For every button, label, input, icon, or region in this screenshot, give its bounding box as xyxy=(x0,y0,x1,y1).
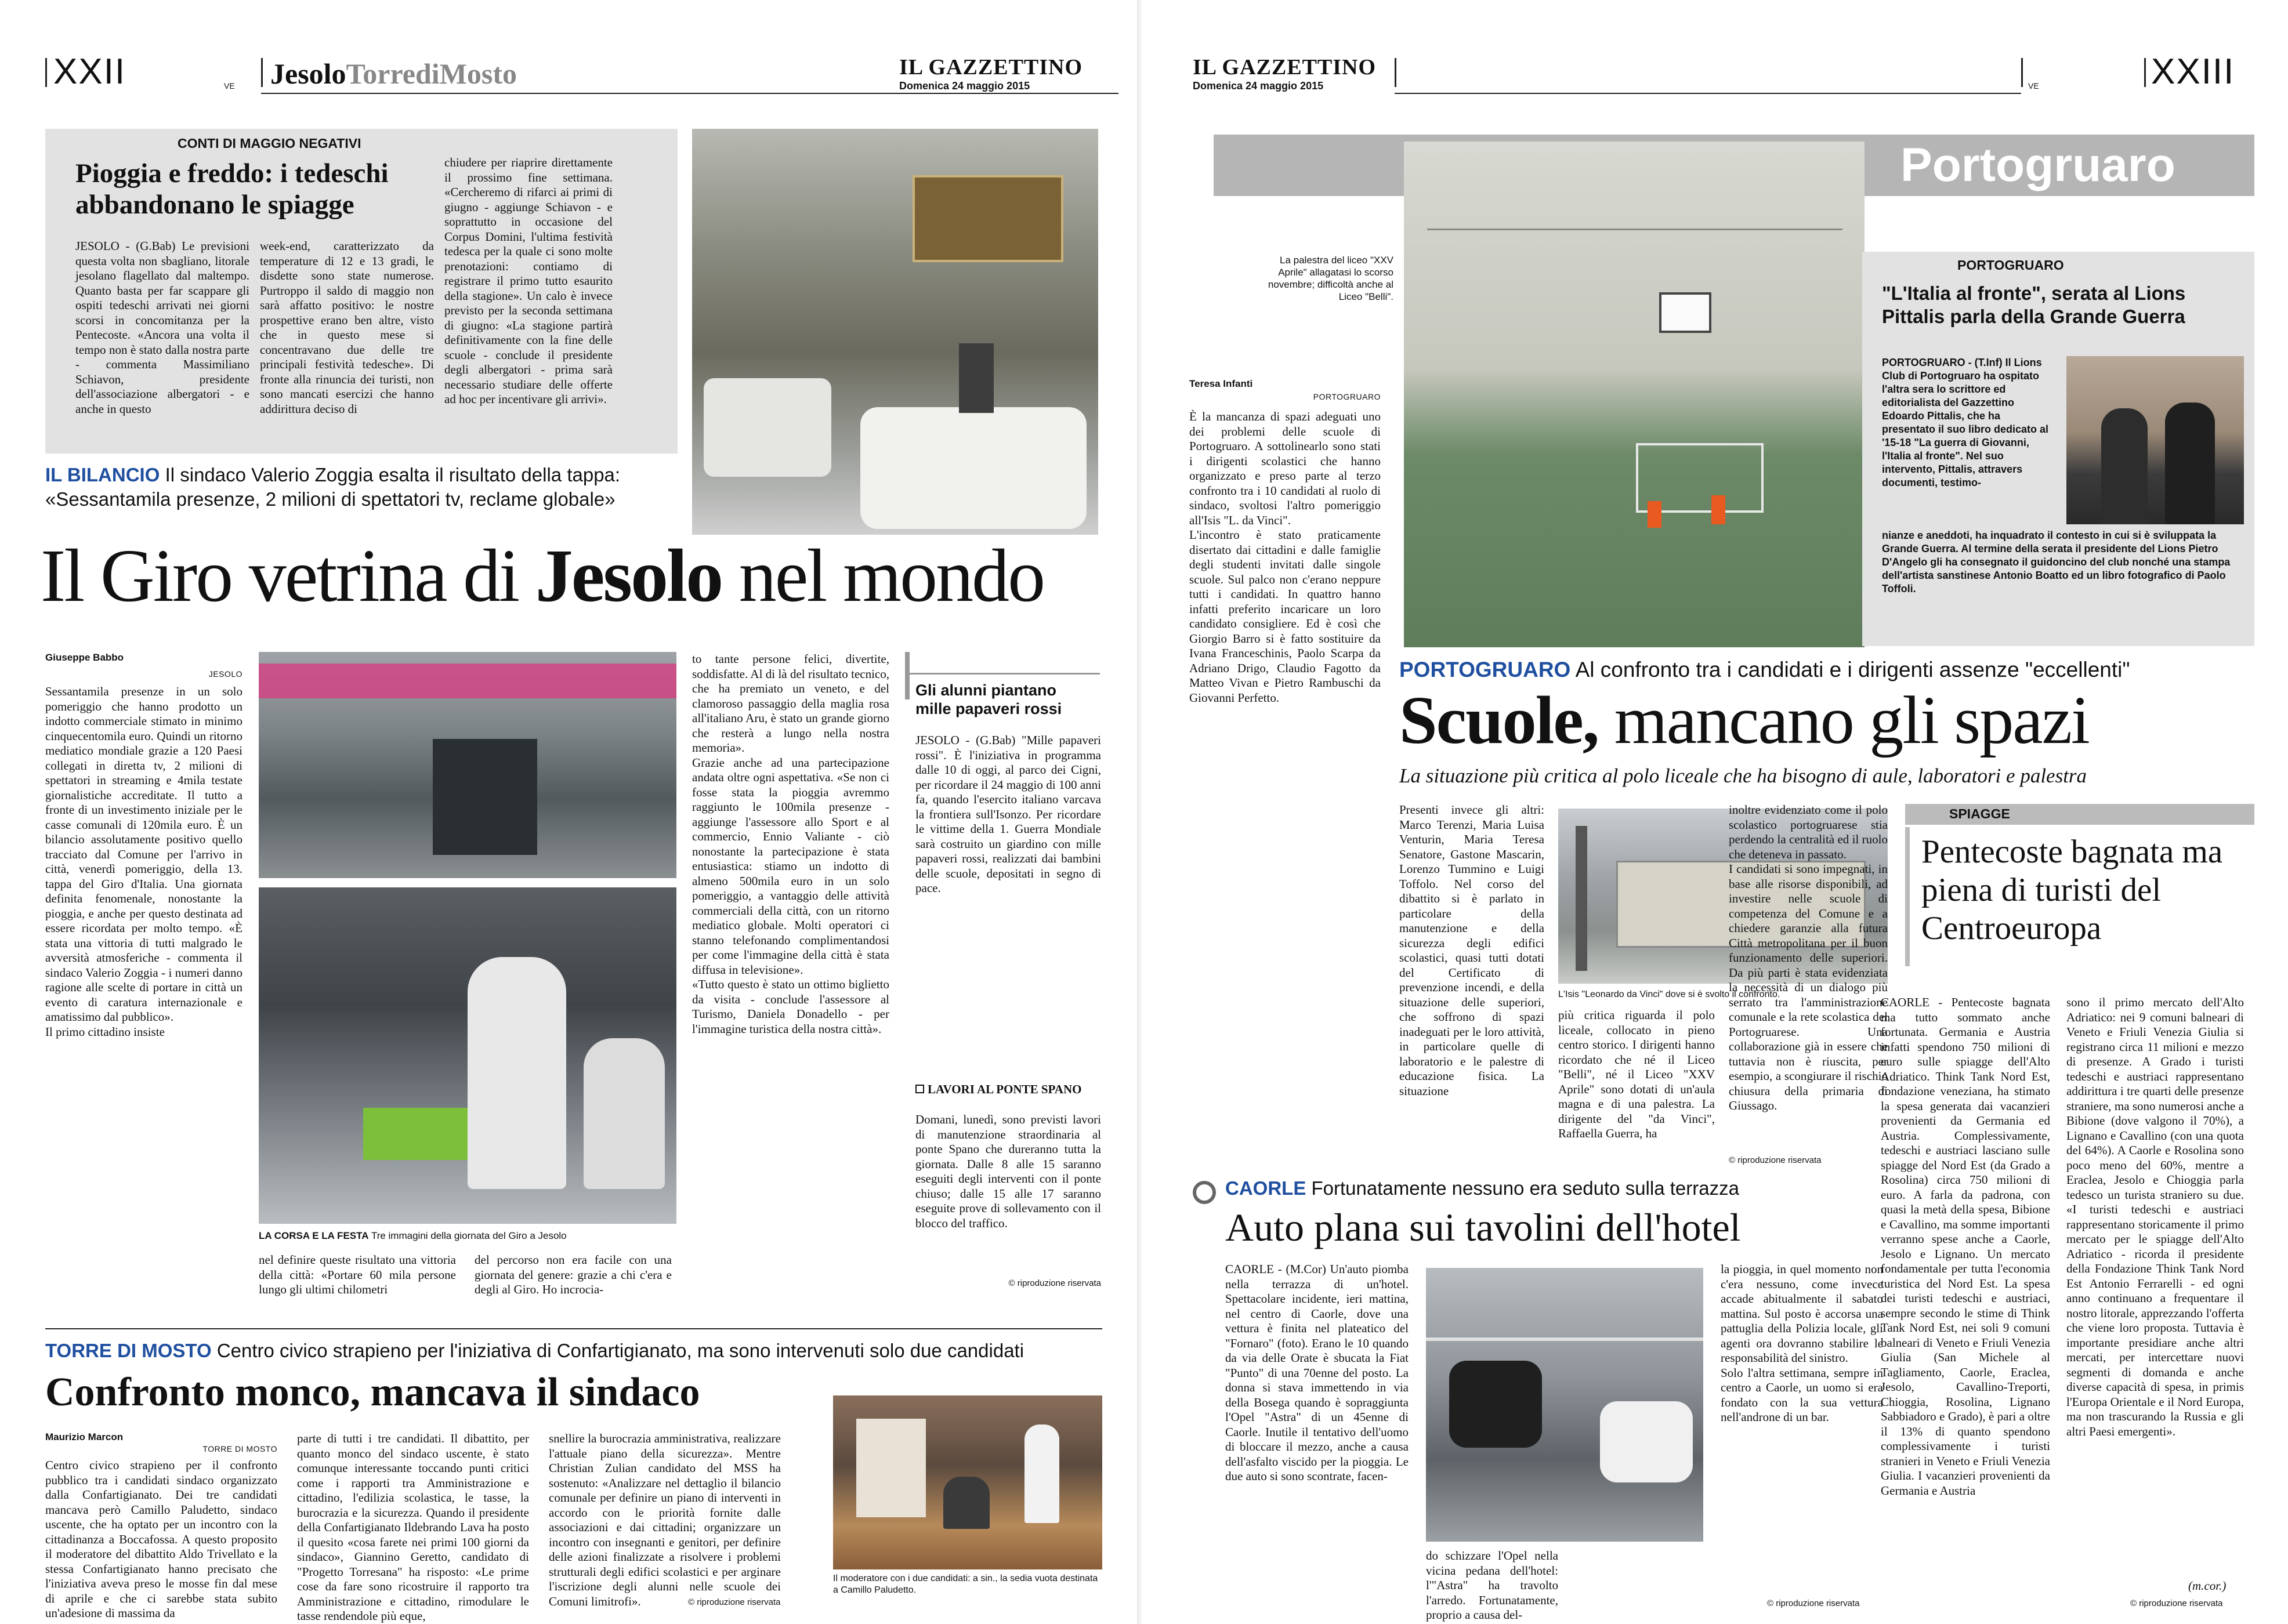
masthead: IL GAZZETTINO xyxy=(899,55,1083,79)
article-column: CAORLE - Pentecoste bagnata ma tutto sommato anche fortunata. Germania e Austria infatti spendono 750 milioni di euro sulle spiagge dell'Alto Adriatico. Think Tank Nord Est, fondazione veneziana, ha stimato la spesa generata dai vacanzieri provenienti da Germania ed Austria. Complessivamente, tedeschi e austriaci lasciano sulle spiagge del Nord Est (da Grado a Rosolina) circa 750 milioni di euro. A farla da padrona, con quasi la metà della spesa, Bibione e Cavallino, ma somme importanti verranno spese anche a Caorle, Jesolo e Lignano. Un mercato fondamentale per tutta l'economia turistica del Nord Est. La spesa dei turisti tedeschi e austriaci, sempre secondo le stime di Think Tank Nord Est, nei soli 9 comuni balneari di Veneto e Friuli Venezia Giulia (San Michele al Tagliamento, Caorle, Eraclea, Jesolo, Cavallino-Treporti, Chioggia, Rosolina, Lignano Sabbiadoro e Grado), è pari a oltre il 13% di quanto spendono complessivamente i turisti stranieri in Veneto e Friuli Venezia Giulia. I vacanzieri provenienti da Germania e Austria xyxy=(1881,995,2050,1498)
article-column: week-end, caratterizzato da temperature di 12 e 13 gradi, le disdette sono state numerose. Purtroppo il saldo di maggio non sarà affatto positivo: le nostre prospettive erano ben altre, visto che in questo mese si concentravano due delle tre principali festività tedesche». Di fronte alla rinuncia dei turisti, non sono mancati esercizi che hanno addirittura deciso di xyxy=(260,239,434,416)
car-shape xyxy=(860,407,1087,529)
article-column xyxy=(1571,1549,1703,1612)
edition-date: Domenica 24 maggio 2015 xyxy=(1193,80,1324,92)
article-column: chiudere per riaprire direttamente il prossimo fine settimana. «Cercheremo di rifarci ai primi di giugno - aggiunge Schiavon - e soprattutto in occasione del Corpus Domini, l'ultima festività tedesca per la quale ci sono molte prenotazioni: contiamo di registrare il primo tutto esaurito della stagione». Un calo è invece previsto per la seconda settimana di giugno: «La stagione partirà definitivamente con la fine delle scuole - conclude il presidente degli albergatori - prima sarà necessario studiare delle offerte ad hoc per incentivare gli arrivi». xyxy=(444,155,613,406)
person-shape xyxy=(2165,403,2215,524)
person-shape xyxy=(959,343,994,413)
edition-date: Domenica 24 maggio 2015 xyxy=(899,80,1030,92)
article-column: Sessantamila presenze in un solo pomeriggio che hanno prodotto un indotto commerciale stimato in minimo cinquecentomila euro. Quindi un ritorno mediatico mondiale grazie a 120 Paesi collegati in diretta tv, 2 milioni di spettatori in streaming e 4mila testate giornalistiche accreditate. Il tutto a fronte di un investimento iniziale per le casse comunali di 120mila euro. È un bilancio assolutamente positivo quello tracciato dal Comune per l'arrivo in città, venerdì pomeriggio, della 13. tappa del Giro d'Italia. Una giornata definita fenomenale, nonostante la pioggia, e anche per questo destinata ad essere ricordata per molto tempo. «È stata una vittoria di tutti malgrado le avversità atmosferiche - commenta il sindaco Valerio Zoggia - i numeri danno ragione alle scelte di portare in città un evento di caratura internazionale e amatissimo dal pubblico». Il primo cittadino insiste xyxy=(45,684,242,1039)
giro-photo-podium xyxy=(692,129,1098,535)
scuole-photo-gym xyxy=(1404,142,1865,647)
article-kicker: SPIAGGE xyxy=(1949,806,2010,821)
banner-shape xyxy=(856,1419,926,1517)
article-column: to tante persone felici, divertite, soddisfatte. Al di là del risultato tecnico, che ha premiato un veneto, e del clamoroso passaggio della maglia rosa all'italiano Aru, è stato un grande giorno che resterà a lungo nella nostra memoria». Grazie anche ad una partecipazione andata oltre ogni aspettativa. «Se non ci fosse stata la pioggia avremmo raggiunto le 100mila presenze - aggiunge l'assessore allo Sport e al commercio, Ennio Valiante - ciò nonostante la partecipazione è stata entusiastica: stiamo un indotto di almeno 500mila euro in un solo pomeriggio, a vantaggio delle attività commerciali della città, con un ritorno mediatico globale. Molti operatori ci stanno telefonando complimentandosi per come l'immagine della città è stata diffusa in televisione». «Tutto questo è stato un ottimo biglietto da visita - conclude l'assessore al Turismo, Daniela Donadello - per l'immagine turistica della nostra città». xyxy=(692,652,889,1036)
person-shape xyxy=(943,1477,990,1529)
photo-caption: Il moderatore con i due candidati: a sin., la sedia vuota destinata a Camillo Paludetto. xyxy=(833,1574,1098,1595)
giro-headline: Il Giro vetrina di Jesolo nel mondo xyxy=(41,534,1044,618)
section-title: Portogruaro xyxy=(1900,139,2175,191)
article-column: do schizzare l'Opel nella vicina pedana dell'hotel: l'"Astra" ha travolto l'arredo. Fortunatamente, proprio a causa del- xyxy=(1426,1549,1558,1622)
copyright-note: © riproduzione riservata xyxy=(1008,1278,1101,1288)
article-body: Domani, lunedì, sono previsti lavori di manutenzione straordinaria al ponte Spano che dureranno tutta la giornata. Dalle 8 alle 15 saranno eseguiti degli interventi con il ponte chiuso; dalle 15 alle 17 saranno eseguite prove di sollevamento con il blocco del traffico. xyxy=(915,1112,1101,1230)
copyright-note: © riproduzione riservata xyxy=(1767,1598,1860,1608)
person-shape xyxy=(584,1038,665,1189)
article-column: sono il primo mercato dell'Alto Adriatico: nei 9 comuni balneari di Veneto e Friuli Venezia Giulia si registrano circa 11 milioni e mezzo di presenze. A Grado i turisti tedeschi e austriaci rappresentano addirittura i tre quarti delle presenze straniere, ma sono numerosi anche a Bibione (dove valgono il 70%), a Lignano e Cavallino (con una quota del 64%). A Caorle e Rosolina sono poco meno del 60%, mentre a Eraclea, Jesolo e Chioggia parla tedesco un turista straniero su due. «I turisti tedeschi e austriaci rappresentano storicamente il primo mercato per le spiagge dell'Alto Adriatico - ricorda il presidente della Fondazione Think Tank Nord Est Antonio Ferrarelli - ed ogni anno continuano a frequentare il nostro litorale, apprezzando l'offerta che viene loro proposta. Tuttavia è importante presidiare anche altri mercati, per intercettare nuovi segmenti di domanda e anche diverse capacità di spesa, in primis l'Europa Orientale e il Nord Europa, ma non trascurando la Russia e gli altri Paesi emergenti». xyxy=(2066,995,2244,1438)
article-body: nianze e aneddoti, ha inquadrato il contesto in cui si è sviluppata la Grande Guerra. Al termine della serata il presidente del Lions Pietro D'Angelo gli ha consegnato il guidoncino del club nonché una stampa dell'artista sanstinese Antonio Boatto ed un libro fotografico di Paolo Toffoli. xyxy=(1882,530,2231,594)
banner-shape xyxy=(259,664,676,698)
byline: Teresa Infanti xyxy=(1189,378,1253,389)
edition-code: VE xyxy=(2028,81,2039,90)
article-body: PORTOGRUARO - (T.Inf) Il Lions Club di Portogruaro ha ospitato l'altra sera lo scrittore ed editorialista del Gazzettino Edoardo Pittalis, che ha presentato il suo libro dedicato al '15-18 "La guerra di Giovanni, l'Italia al fronte". Nel suo intervento, Pittalis, attravers documenti, testimo- xyxy=(1882,357,2049,488)
copyright-note: © riproduzione riservata xyxy=(1729,1155,1822,1165)
edition-code: VE xyxy=(224,81,235,90)
article-kicker: PORTOGRUARO xyxy=(1957,258,2064,273)
page-number: XXII xyxy=(53,52,126,92)
lions-photo xyxy=(2066,356,2244,524)
scuole-headline: Scuole, mancano gli spazi xyxy=(1399,682,2089,758)
photo-caption: L'Isis "Leonardo da Vinci" dove si è svolto il confronto. xyxy=(1558,989,1780,999)
article-column: inoltre evidenziato come il polo scolastico portogruarese stia perdendo la centralità ed il ruolo che deteneva in passato. I candidati si sono impegnati, in base alle risorse disponibili, ad investire nelle scuole di competenza del Comune e a chiedere garanzie alla futura Città metropolitana per il buon funzionamento delle superiori. Da più parti è stata evidenziata la necessità di un dialogo più serrato tra l'amministrazione comunale e la rete scolastica del Portogruarese. Una collaborazione già in essere che tuttavia non è riuscita, per esempio, a scongiurare il rischio chiusura della primaria di Giussago. xyxy=(1729,803,1888,1112)
copyright-note: © riproduzione riservata xyxy=(688,1597,781,1607)
article-column: la pioggia, in quel momento non c'era nessuno, come invece accade abitualmente il sabato mattina. Sul posto è accorsa una pattuglia della Polizia locale, gli agenti ora dovranno stabilire le responsabilità del sinistro. Solo l'altra settimana, sempre in centro a Caorle, un uomo si era fondato con la sua vettura nell'androne di un bar. xyxy=(1721,1262,1883,1424)
article-column: snellire la burocrazia amministrativa, realizzare l'attuale piano della sicurezza». Mentre Christian Zulian candidato del MSS ha sostenuto: «Analizzare nel dettaglio il bilancio comunale per definire un piano di interventi in accordo con le priorità fornite dalle associazioni e dai cittadini; organizzare un incontro con insegnanti e genitori, per definire delle azioni finalizzate a risolvere i problemi strutturali degli edifici scolastici e per arginare l'iscrizione degli alunni nelle scuole dei Comuni limitrofi». xyxy=(549,1431,781,1608)
article-column: Centro civico strapieno per il confronto pubblico tra i candidati sindaco organizzato dalla Confartigianato. Dei tre candidati mancava però Camillo Paludetto, sindaco uscente, che ha optato per un incontro con la cittadinanza a Boccafossa. A questo proposito il moderatore del dibattito Aldo Trivellato e la stessa Confartigianato hanno precisato che l'iniziativa aveva preso le mosse fin dal mese di aprile e che ci sarebbe stata subito un'adesione di massima da xyxy=(45,1458,277,1620)
article-column: Presenti invece gli altri: Marco Terenzi, Maria Luisa Venturin, Maria Teresa Senatore, Gastone Mascarin, Lorenzo Tummino e Luigi Toffolo. Nel corso del dibattito si è parlato in particolare della manutenzione e della sicurezza degli edifici scolastici, quasi tutti dotati del Certificato di prevenzione incendi, e della situazione delle superiori, che soffrono di spazi inadeguati per le loro attività, in particolare quelle di laboratorio e le palestre di educazione fisica. La situazione xyxy=(1399,803,1544,1098)
article-column: parte di tutti i tre candidati. Il dibattito, per quanto monco del sindaco uscente, è stato comunque interessante toccando punti critici come i rapporti tra Amministrazione e cittadino, l'edilizia scolastica, le tasse, la burocrazia e la sicurezza. Quando il presidente della Confartigianato Ildebrando Lava ha posto il quesito «cosa farete nei primi 100 giorni da sindaco», Giannino Geretto, candidato di "Progetto Torresana" ha risposto: «Le prime cose da fare sono ricostruire il rapporto tra Amministrazione e cittadino, rimodulare le tasse rendendole più eque, xyxy=(297,1431,529,1623)
masthead: IL GAZZETTINO xyxy=(1193,55,1377,79)
person-shape xyxy=(2101,408,2148,524)
section-title: JesoloTorrediMosto xyxy=(270,57,517,90)
logo-icon xyxy=(1193,1181,1216,1204)
tree-shape xyxy=(1576,826,1587,971)
article-column: del percorso non era facile con una giornata del genere: grazie a chi c'era e degli al Giro. Ho incrocia- xyxy=(475,1253,672,1296)
dateline-location: PORTOGRUARO xyxy=(1313,392,1381,401)
dateline-location: TORRE DI MOSTO xyxy=(202,1444,277,1453)
article-pioggia-freddo xyxy=(45,129,678,454)
car-shape xyxy=(1449,1361,1542,1448)
riders-shape xyxy=(433,739,537,855)
dateline-location: JESOLO xyxy=(208,669,242,679)
article-signature: (m.cor.) xyxy=(2188,1579,2227,1593)
article-column: CAORLE - (M.Cor) Un'auto piomba nella terrazza di un'hotel. Spettacolare incidente, ieri mattina, nel centro di Caorle, dove una vettura è finita nel plateatico del "Fornaro" (foto). Erano le 10 quando da via delle Orate è sbucata la Fiat "Punto" di una 70enne del posto. La donna si stava immettendo in via della Bosega quando è sopraggiunta l'Opel "Astra" di un 45enne di Caorle. Inutile il tentativo dell'uomo di bloccare il mezzo, anche a causa dell'asfalto viscido per la pioggia. Le due auto si sono scontrate, facen- xyxy=(1225,1262,1409,1483)
article-title: Gli alunni piantano mille papaveri rossi xyxy=(915,682,1062,717)
article-title: Pentecoste bagnata ma piena di turisti del Centroeuropa xyxy=(1921,833,2223,947)
flags-shape xyxy=(363,1108,468,1160)
torre-headline: Confronto monco, mancava il sindaco xyxy=(45,1370,700,1415)
article-subtitle: LAVORI AL PONTE SPANO xyxy=(915,1082,1101,1097)
article-column: JESOLO - (G.Bab) Le previsioni questa volta non sbagliano, litorale jesolano flagellato dal maltempo. Quanto basta per far scappare gli ospiti tedeschi arrivati nei giorni scorsi in concomitanza per la Pentecoste. «Ancora una volta il tempo non è stato dalla nostra parte - commenta Massimiliano Schiavon, presidente dell'associazione albergatori - e anche in questo xyxy=(75,239,249,416)
photo-caption: La palestra del liceo "XXV Aprile" allagatasi lo scorso novembre; difficoltà anche al Liceo "Belli". xyxy=(1268,255,1393,302)
scuole-subhead: La situazione più critica al polo liceale che ha bisogno di aule, laboratori e palestra xyxy=(1399,764,2087,787)
article-body: JESOLO - (G.Bab) "Mille papaveri rossi". È l'iniziativa in programma dalle 10 di oggi, al parco dei Cigni, per ricordare il 24 maggio di 100 anni fa, quando l'esercito italiano varcava la frontiera sull'Isonzo. Per ricordare le vittime della 1. Guerra Mondiale sarà costruito un giardino con mille papaveri rossi, realizzati dai bambini delle scuole, depositati in segno di pace. xyxy=(915,733,1101,895)
person-shape xyxy=(1024,1424,1059,1523)
wine-crate-shape xyxy=(913,175,1063,262)
spiagge-kicker-bar xyxy=(1905,804,2254,827)
right-page-header xyxy=(1193,51,2254,97)
giro-photo-sprint xyxy=(259,652,676,878)
photo-caption: LA CORSA E LA FESTA Tre immagini della giornata del Giro a Jesolo xyxy=(259,1230,567,1241)
car-shape xyxy=(1600,1401,1693,1482)
scuole-kicker: PORTOGRUARO Al confronto tra i candidati e i dirigenti assenze "eccellenti" xyxy=(1399,658,2130,682)
caorle-photo-car xyxy=(1426,1268,1703,1542)
article-column: nel definire queste risultato una vittoria della città: «Portare 60 mila persone lungo gli ultimi chilometri xyxy=(259,1253,456,1296)
caorle-kicker: CAORLE Fortunatamente nessuno era seduto sulla terrazza xyxy=(1225,1177,1739,1199)
giro-photo-crowd xyxy=(259,887,676,1224)
article-column: È la mancanza di spazi adeguati uno dei problemi delle scuole di Portogruaro. A sottolinearlo sono stati i dirigenti scolastici che hanno organizzato e preso parte al terzo confronto tra i 10 candidati al ruolo di sindaco, svoltosi l'altro pomeriggio all'Isis "L. da Vinci". L'incontro è stato praticamente disertato dai cittadini e dalle famiglie degli studenti invitati dalle singole scuole. Sul palco non c'erano neppure tutti i candidati. In quattro hanno infatti preferito incaricare un loro candidato consigliere. Ed è così che Giorgio Barro si è fatto sostituire da Ivana Franceschinis, Paolo Scarpa da Adriano Drigo, Claudio Fagotto da Matteo Vivan e Pietro Rambuschi da Giovanni Perfetto. xyxy=(1189,409,1381,705)
cone-shape xyxy=(1648,501,1661,528)
article-title: "L'Italia al fronte", serata al Lions Pittalis parla della Grande Guerra xyxy=(1882,282,2186,327)
article-papaveri xyxy=(905,652,1102,1290)
cone-shape xyxy=(1711,495,1725,524)
article-column: più critica riguarda il polo liceale, collocato in pieno centro storico. I dirigenti hanno ricordato che né il Liceo "Belli", né il Liceo "XXV Aprile" sono dotati di un'aula magna e di una palestra. La dirigente del "da Vinci", Raffaella Guerra, ha xyxy=(1558,1008,1715,1140)
torre-kicker: TORRE DI MOSTO Centro civico strapieno per l'iniziativa di Confartigianato, ma sono intervenuti solo due candidati xyxy=(45,1340,1024,1361)
copyright-note: © riproduzione riservata xyxy=(2130,1598,2223,1608)
basket-shape xyxy=(1659,292,1711,333)
article-lions xyxy=(1862,252,2254,646)
byline: Maurizio Marcon xyxy=(45,1431,124,1442)
page-number: XXIII xyxy=(2151,52,2235,92)
giro-kicker: IL BILANCIO Il sindaco Valerio Zoggia esalta il risultato della tappa: «Sessantamila presenze, 2 milioni di spettatori tv, reclame globale» xyxy=(45,464,621,510)
caorle-headline: Auto plana sui tavolini dell'hotel xyxy=(1225,1205,1741,1249)
article-title: Pioggia e freddo: i tedeschi abbandonano le spiagge xyxy=(75,158,389,220)
right-page xyxy=(1144,0,2288,1624)
byline: Giuseppe Babbo xyxy=(45,652,124,663)
left-page-header xyxy=(45,51,1118,96)
article-kicker: CONTI DI MAGGIO NEGATIVI xyxy=(178,136,361,151)
car-shape xyxy=(704,378,831,477)
person-shape xyxy=(468,957,566,1189)
torre-photo-debate xyxy=(833,1395,1102,1569)
